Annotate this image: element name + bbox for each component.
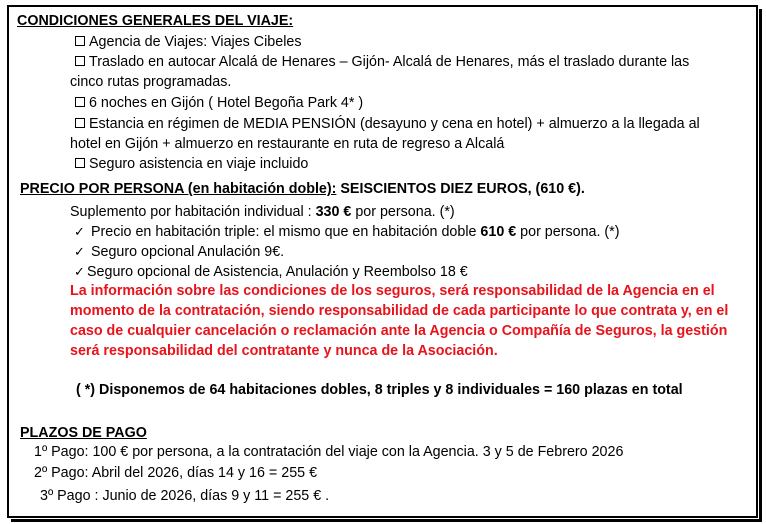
check-icon: ✓ xyxy=(74,264,85,279)
general-conditions-heading: CONDICIONES GENERALES DEL VIAJE: xyxy=(17,13,294,29)
payment-heading: PLAZOS DE PAGO xyxy=(20,425,147,441)
price-amount: SEISCIENTOS DIEZ EUROS, (610 €). xyxy=(336,181,585,197)
checkbox-icon xyxy=(75,36,85,46)
general-item-board: Estancia en régimen de MEDIA PENSIÓN (desayuno y cena en hotel) + almuerzo a la llegada al xyxy=(75,115,700,134)
general-item-nights: 6 noches en Gijón ( Hotel Begoña Park 4* ) xyxy=(75,94,363,113)
checkbox-icon xyxy=(75,56,85,66)
general-item-board-cont: hotel en Gijón + almuerzo en restaurante en ruta de regreso a Alcalá xyxy=(70,136,505,152)
cancellation-insurance: ✓ Seguro opcional Anulación 9€. xyxy=(74,244,285,260)
insurance-notice-line-2: momento de la contratación, siendo responsabilidad de cada participante lo que contrata y, en el xyxy=(70,303,729,319)
full-insurance: ✓ Seguro opcional de Asistencia, Anulación y Reembolso 18 € xyxy=(74,264,468,280)
insurance-notice-line-4: será responsabilidad del contratante y nunca de la Asociación. xyxy=(70,343,498,359)
check-icon: ✓ xyxy=(74,224,85,239)
general-item-transport: Traslado en autocar Alcalá de Henares – Gijón- Alcalá de Henares, más el traslado durante las xyxy=(75,53,689,72)
rooms-availability-note: ( *) Disponemos de 64 habitaciones dobles, 8 triples y 8 individuales = 160 plazas en total xyxy=(76,382,683,398)
checkbox-icon xyxy=(75,118,85,128)
price-heading-line xyxy=(20,180,585,199)
general-item-transport-cont: cinco rutas programadas. xyxy=(70,74,232,90)
insurance-notice-line-3: caso de cualquier cancelación o reclamación ante la Agencia o Compañía de Seguros, la gestión xyxy=(70,323,728,339)
insurance-notice-line-1: La información sobre las condiciones de los seguros, será responsabilidad de la Agencia en el xyxy=(70,283,715,299)
payment-2: 2º Pago: Abril del 2026, días 14 y 16 = 255 € xyxy=(34,465,318,481)
checkbox-icon xyxy=(75,158,85,168)
payment-1: 1º Pago: 100 € por persona, a la contratación del viaje con la Agencia. 3 y 5 de Febrero 2026 xyxy=(34,444,624,460)
price-heading: PRECIO POR PERSONA (en habitación doble): xyxy=(20,181,337,197)
single-room-supplement: Suplemento por habitación individual : 330 € por persona. (*) xyxy=(70,204,455,220)
payment-3: 3º Pago : Junio de 2026, días 9 y 11 = 255 € . xyxy=(40,488,330,504)
triple-room-price: ✓ Precio en habitación triple: el mismo que en habitación doble 610 € por persona. (*) xyxy=(74,224,620,240)
general-item-insurance: Seguro asistencia en viaje incluido xyxy=(75,155,308,174)
checkbox-icon xyxy=(75,97,85,107)
check-icon: ✓ xyxy=(74,244,85,259)
general-item-agency: Agencia de Viajes: Viajes Cibeles xyxy=(75,33,301,52)
